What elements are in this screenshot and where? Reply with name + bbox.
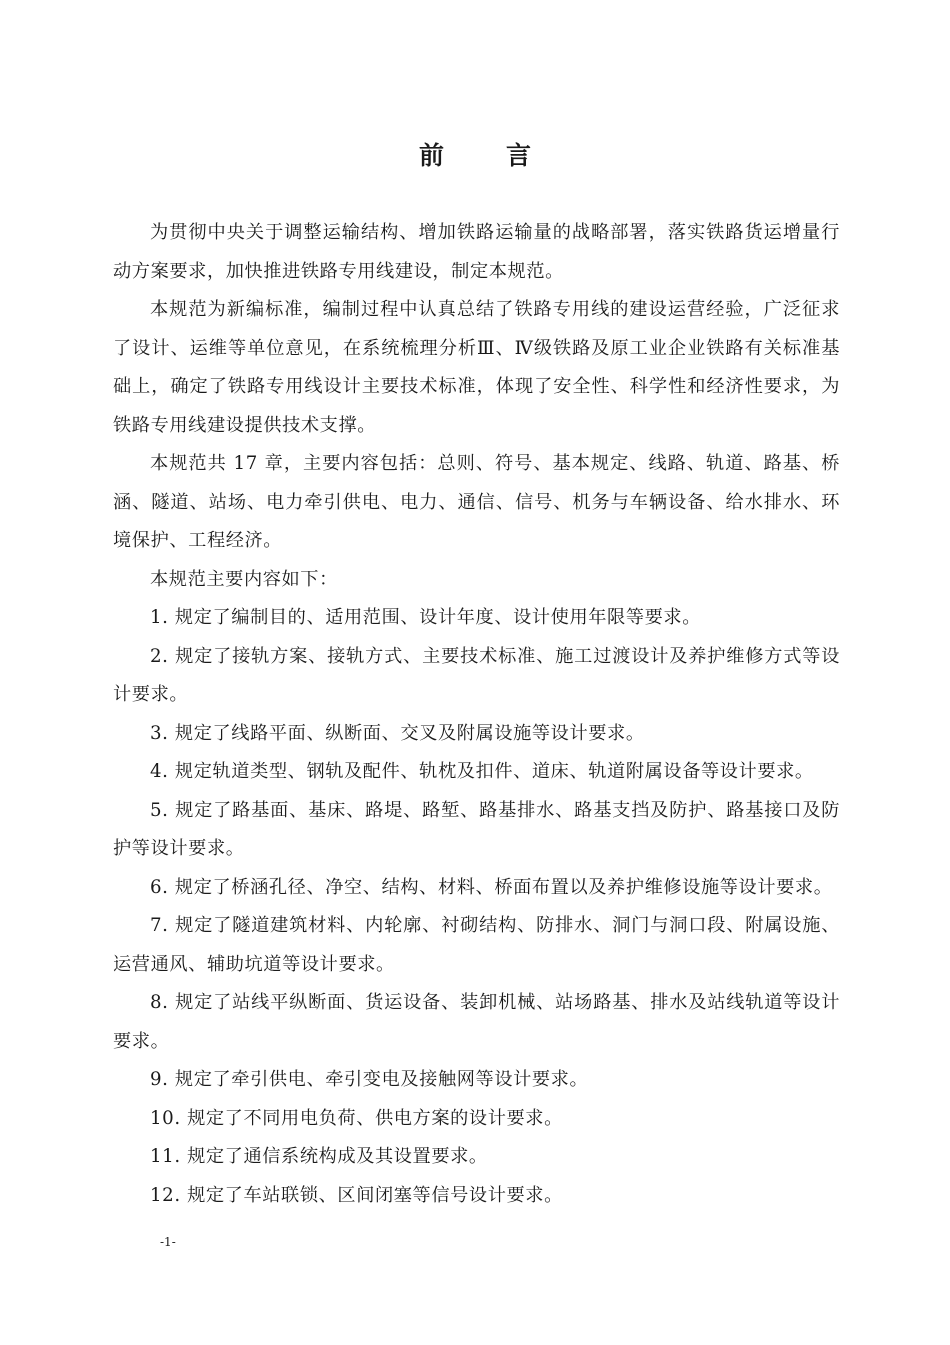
list-item: 1. 规定了编制目的、适用范围、设计年度、设计使用年限等要求。 (150, 607, 701, 628)
list-item: 6. 规定了桥涵孔径、净空、结构、材料、桥面布置以及养护维修设施等设计要求。 (150, 876, 833, 898)
page-title: 前言 (418, 141, 593, 170)
list-item: 10. 规定了不同用电负荷、供电方案的设计要求。 (150, 1107, 563, 1129)
list-item: 7. 规定了隧道建筑材料、内轮廓、衬砌结构、防排水、洞门与洞口段、附属设施、运营通风、辅助坑道等设计要求。 (113, 915, 840, 975)
paragraph: 本规范主要内容如下： (150, 568, 338, 590)
list-item: 2. 规定了接轨方案、接轨方式、主要技术标准、施工过渡设计及养护维修方式等设计要求。 (113, 645, 840, 705)
paragraph: 本规范共 17 章，主要内容包括：总则、符号、基本规定、线路、轨道、路基、桥涵、隧道、站场、电力牵引供电、电力、通信、信号、机务与车辆设备、给水排水、环境保护、工程经济。 (113, 453, 840, 551)
list-item: 4. 规定轨道类型、钢轨及配件、轨枕及扣件、道床、轨道附属设备等设计要求。 (150, 761, 814, 782)
list-item: 8. 规定了站线平纵断面、货运设备、装卸机械、站场路基、排水及站线轨道等设计要求。 (113, 992, 840, 1052)
paragraph: 为贯彻中央关于调整运输结构、增加铁路运输量的战略部署，落实铁路货运增量行动方案要求，加快推进铁路专用线建设，制定本规范。 (113, 222, 840, 282)
list-item: 12. 规定了车站联锁、区间闭塞等信号设计要求。 (150, 1184, 563, 1206)
document-body (113, 214, 840, 1215)
list-item: 9. 规定了牵引供电、牵引变电及接触网等设计要求。 (150, 1069, 589, 1090)
list-item: 5. 规定了路基面、基床、路堤、路堑、路基排水、路基支挡及防护、路基接口及防护等设计要求。 (113, 799, 840, 859)
list-item: 11. 规定了通信系统构成及其设置要求。 (150, 1146, 488, 1167)
page-number: -1- (160, 1235, 176, 1249)
list-item: 3. 规定了线路平面、纵断面、交叉及附属设施等设计要求。 (150, 722, 645, 744)
paragraph: 本规范为新编标准，编制过程中认真总结了铁路专用线的建设运营经验，广泛征求了设计、运维等单位意见，在系统梳理分析Ⅲ、Ⅳ级铁路及原工业企业铁路有关标准基础上，确定了铁路专用线设计主要技术标准，体现了安全性、科学性和经济性要求，为铁路专用线建设提供技术支撑。 (113, 299, 840, 436)
